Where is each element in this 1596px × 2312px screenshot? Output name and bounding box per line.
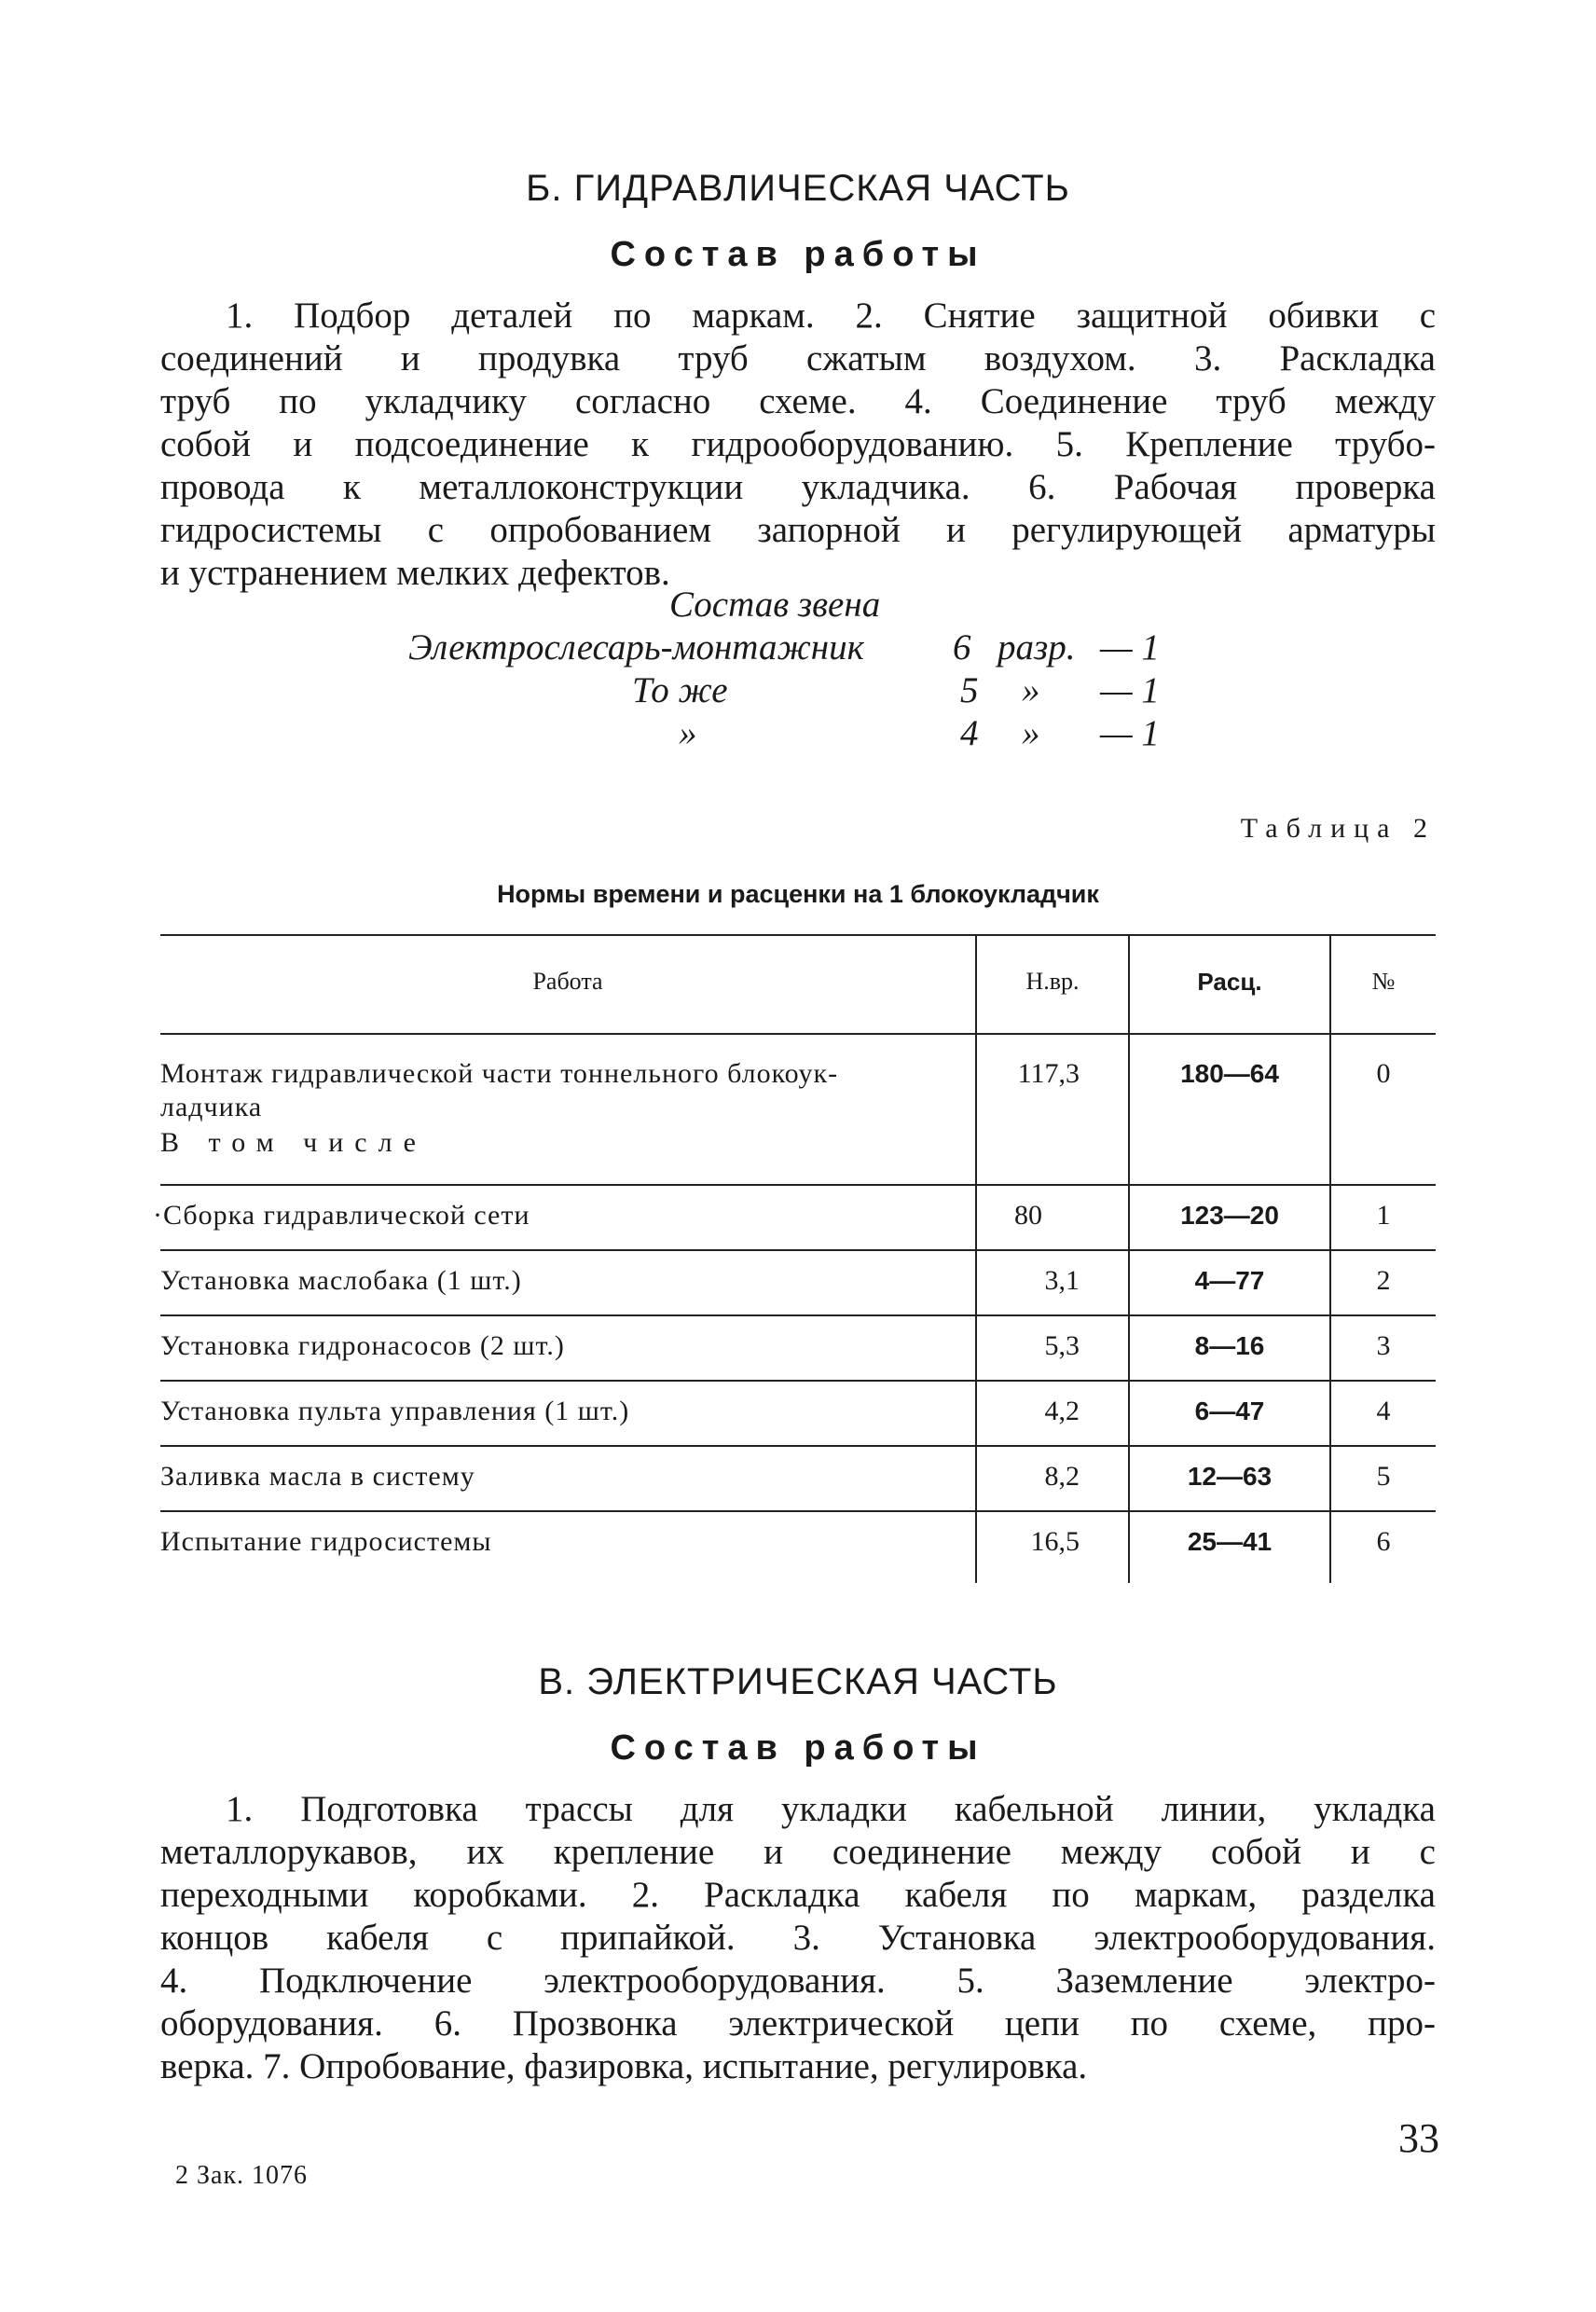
brigade-row-grade: 5 [960,670,979,710]
table-caption: Нормы времени и расценки на 1 блокоукладчик [497,880,1099,908]
header-price: Расц. [1197,968,1262,996]
section-v-paragraph [160,1788,1436,2088]
brigade-row-name: Электрослесарь-монтажник [408,627,864,667]
table-row-price: 6—47 [1194,1397,1265,1425]
table-row-name: Испытание гидросистемы [160,1526,492,1557]
table-row-number: 6 [1376,1526,1391,1557]
paragraph-line: верка. 7. Опробование, фазировка, испытание, регулировка. [160,2046,1088,2086]
paragraph-line: провода к металлоконструкции укладчика. 6. Рабочая проверка [160,467,1436,507]
table-row-norm: 8,2 [1044,1461,1080,1492]
table-row-number: 3 [1376,1330,1391,1361]
header-norm: Н.вр. [1025,968,1080,995]
norms-table [153,934,1436,1587]
paragraph-line: труб по укладчику согласно схеме. 4. Соединение труб между [160,381,1436,421]
paragraph-line: 1. Подбор деталей по маркам. 2. Снятие защитной обивки с [226,296,1436,336]
table-row-number: 5 [1376,1461,1391,1492]
table-label: Таблица 2 [1240,813,1436,844]
brigade-row-count: — 1 [1100,627,1160,667]
brigade-row-unit: разр. [998,627,1076,667]
header-number: № [1371,968,1396,995]
table-row-name [160,1057,962,1160]
section-v-subtitle: Состав работы [610,1728,986,1768]
brigade-row-unit: » [1022,713,1040,753]
table-row-norm: 5,3 [1044,1330,1080,1361]
table-row-norm: 117,3 [1017,1058,1080,1089]
table-row-name: ·Сборка гидравлической сети [153,1200,530,1231]
table-row-norm: 4,2 [1044,1396,1080,1426]
brigade-row-name: » [679,713,697,753]
table-rule [160,1314,1436,1316]
brigade-title: Состав звена [669,585,881,625]
table-row-number: 1 [1376,1200,1391,1231]
section-b-title: Б. ГИДРАВЛИЧЕСКАЯ ЧАСТЬ [526,168,1070,209]
brigade-composition [0,584,1596,761]
table-row-name: Заливка масла в систему [160,1461,475,1492]
paragraph-line: 4. Подключение электрооборудования. 5. Заземление электро- [160,1961,1436,2001]
table-row-norm: 80 [1014,1200,1042,1231]
table-row-number: 4 [1376,1396,1391,1426]
paragraph-line: соединений и продувка труб сжатым воздухом. 3. Раскладка [160,338,1436,378]
table-row-price: 25—41 [1187,1527,1273,1556]
paragraph-line: металлорукавов, их крепление и соединение между собой и с [160,1832,1436,1872]
brigade-row-name: То же [632,670,728,710]
table-rule [160,1184,1436,1186]
printing-note: 2 Зак. 1076 [175,2161,309,2190]
paragraph-line: оборудования. 6. Прозвонка электрической цепи по схеме, про- [160,2003,1436,2044]
table-row-price: 12—63 [1187,1462,1273,1491]
table-row-price: 123—20 [1180,1201,1279,1230]
brigade-row-unit: » [1022,670,1040,710]
paragraph-line: и устранением мелких дефектов. [160,553,670,593]
section-b-paragraph [160,295,1436,595]
table-row-norm: 3,1 [1044,1265,1080,1296]
header-work: Работа [532,968,603,995]
paragraph-line: гидросистемы с опробованием запорной и регулирующей арматуры [160,510,1436,550]
table-row-price: 8—16 [1194,1331,1265,1360]
paragraph-line: собой и подсоединение к гидрооборудованию. 5. Крепление трубо- [160,424,1436,464]
table-rule [160,1445,1436,1447]
table-rule [160,1510,1436,1512]
table-row-price: 180—64 [1180,1059,1279,1088]
section-v-title: В. ЭЛЕКТРИЧЕСКАЯ ЧАСТЬ [538,1661,1058,1702]
brigade-row-grade: 4 [960,713,979,753]
paragraph-line: переходными коробками. 2. Раскладка кабеля по маркам, разделка [160,1875,1436,1915]
table-row-norm: 16,5 [1030,1526,1080,1557]
table-row-name: Установка маслобака (1 шт.) [160,1265,522,1296]
table-rule [160,1033,1436,1035]
paragraph-line: 1. Подготовка трассы для укладки кабельной линии, укладка [226,1789,1436,1829]
row-subheading: В том числе [160,1127,427,1158]
brigade-row-count: — 1 [1100,670,1160,710]
table-rule [160,1380,1436,1382]
table-rule [160,1249,1436,1251]
page-number: 33 [1398,2115,1439,2161]
row-name-line: Монтаж гидравлической части тоннельного блокоук- [160,1058,839,1089]
table-row-number: 2 [1376,1265,1391,1296]
paragraph-line: концов кабеля с припайкой. 3. Установка электрооборудования. [160,1918,1436,1958]
row-name-line: ладчика [160,1092,263,1122]
table-row-name: Установка гидронасосов (2 шт.) [160,1330,565,1361]
brigade-row-grade: 6 [953,627,971,667]
table-row-price: 4—77 [1194,1266,1265,1295]
table-row-number: 0 [1376,1058,1391,1089]
brigade-row-count: — 1 [1100,713,1160,753]
section-b-subtitle: Состав работы [610,235,986,274]
table-row-name: Установка пульта управления (1 шт.) [160,1396,630,1426]
table-rule [160,934,1436,936]
